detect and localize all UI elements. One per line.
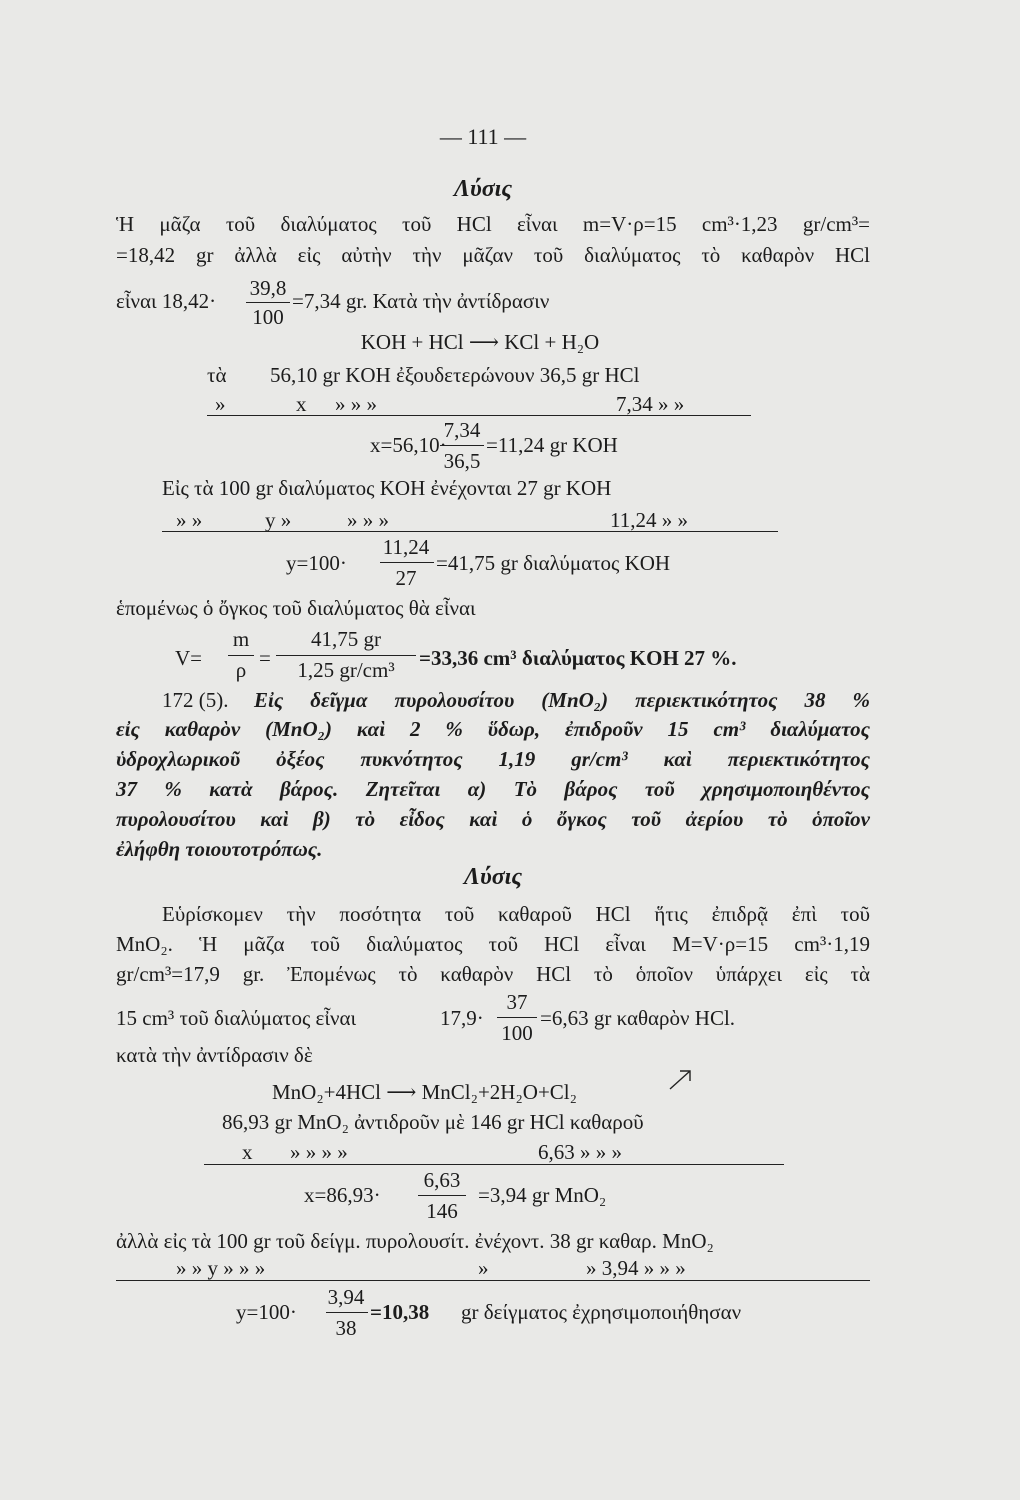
rule-line [162,531,778,532]
reaction-equation: MnO₂+4HCl ⟶ MnCl₂+2H₂O+Cl₂ [272,1080,577,1104]
problem-text-line: εἰς καθαρὸν (MnO₂) καὶ 2 % ὕδωρ, ἐπιδροῦν 15 cm³ διαλύματος [116,717,870,741]
problem-text-line: πυρολουσίτου καὶ β) τὸ εἶδος καὶ ὁ ὄγκος τοῦ ἀερίου τὸ ὁποῖον [116,807,870,831]
stoichiometry-row: » 3,94 » » » [586,1256,686,1280]
fraction-bar [497,1017,537,1018]
problem-text-line: ἐλήφθη τοιουτοτρόπως. [116,837,323,861]
fraction-denominator: 38 [335,1316,357,1340]
equation: V= [175,646,203,670]
paragraph-line: Εὑρίσκομεν τὴν ποσότητα τοῦ καθαροῦ HCl ἥτις ἐπιδρᾷ ἐπὶ τοῦ [162,902,870,926]
paragraph-line: ἑπομένως ὁ ὄγκος τοῦ διαλύματος θὰ εἶναι [116,596,476,620]
problem-number: 172 (5). [162,688,229,712]
fraction-numerator: 6,63 [423,1168,461,1192]
paragraph-line: 15 cm³ τοῦ διαλύματος εἶναι [116,1006,357,1030]
paragraph-line: gr/cm³=17,9 gr. Ἐπομένως τὸ καθαρὸν HCl τὸ ὁποῖον ὑπάρχει εἰς τὰ [116,962,870,986]
paragraph-line: MnO₂. Ἡ μᾶζα τοῦ διαλύματος τοῦ HCl εἶναι M=V·ρ=15 cm³·1,19 [116,932,870,956]
fraction-bar [246,302,290,303]
fraction-numerator: 7,34 [443,418,481,442]
equation: gr δείγματος ἐχρησιμοποιήθησαν [461,1300,742,1324]
fraction-numerator: 39,8 [249,276,287,300]
equation: = [259,646,271,670]
fraction-denominator: 27 [395,566,417,590]
fraction-numerator: 11,24 [382,535,430,559]
fraction-denominator: 36,5 [443,449,481,473]
equation: =41,75 gr διαλύματος KOH [436,551,671,575]
final-result: =33,36 cm³ διαλύματος KOH 27 %. [419,646,737,670]
equation: x=56,10· [370,433,447,457]
stoichiometry-row: 7,34 » » [616,392,685,416]
stoichiometry-row: 86,93 gr MnO₂ ἀντιδροῦν μὲ 146 gr HCl καθαροῦ [222,1110,644,1134]
fraction-bar [380,562,434,563]
stoichiometry-row: 11,24 » » [610,508,688,532]
fraction-bar [418,1195,466,1196]
stoichiometry-row: x [242,1140,253,1164]
stoichiometry-row: » » » [347,508,389,532]
paragraph-line: εἶναι 18,42· [116,289,217,313]
paragraph-line: 17,9· [440,1006,484,1030]
fraction-numerator: m [232,627,250,651]
rule-line [207,415,751,416]
equation: y=100· [286,551,347,575]
fraction-numerator: 37 [506,990,528,1014]
problem-text-line: Εἰς δεῖγμα πυρολουσίτου (MnO₂) περιεκτικότητος 38 % [254,688,870,712]
paragraph-line: Ἡ μᾶζα τοῦ διαλύματος τοῦ HCl εἶναι m=V·ρ=15 cm³·1,23 gr/cm³= [116,212,870,236]
stoichiometry-row: » » y » » » [176,1256,266,1280]
fraction-denominator: 100 [252,305,284,329]
fraction-bar [276,655,416,656]
paragraph-line: κατὰ τὴν ἀντίδρασιν δὲ [116,1043,313,1067]
stoichiometry-row: » » » [335,392,377,416]
stoichiometry-row: 56,10 gr KOH ἐξουδετερώνουν 36,5 gr HCl [270,363,640,387]
stoichiometry-row: » [215,392,226,416]
paragraph-line: =7,34 gr. Κατὰ τὴν ἀντίδρασιν [292,289,550,313]
final-result: =10,38 [370,1300,430,1324]
solution-heading-2: Λύσις [463,864,523,890]
fraction-bar [326,1312,368,1313]
stoichiometry-row: 6,63 » » » [538,1140,622,1164]
page-number: — 111 — [439,124,527,149]
problem-text-line: 37 % κατὰ βάρος. Ζητεῖται α) Τὸ βάρος τοῦ χρησιμοποιηθέντος [116,777,870,801]
gas-evolution-arrow-icon [668,1067,694,1091]
solution-heading-1: Λύσις [453,176,513,202]
reaction-equation: KOH + HCl ⟶ KCl + H₂O [360,330,600,354]
stoichiometry-row: x [296,392,307,416]
rule-line [204,1164,784,1165]
fraction-numerator: 3,94 [327,1285,365,1309]
paragraph-line: =6,63 gr καθαρὸν HCl. [540,1006,736,1030]
equation: =11,24 gr KOH [486,433,618,457]
rule-line [116,1280,870,1281]
fraction-denominator: 100 [501,1021,533,1045]
fraction-denominator: 146 [426,1199,458,1223]
stoichiometry-row: » [478,1256,489,1280]
paragraph-line: =18,42 gr ἀλλὰ εἰς αὐτὴν τὴν μᾶζαν τοῦ διαλύματος τὸ καθαρὸν HCl [116,243,870,267]
fraction-denominator: 1,25 gr/cm³ [297,658,395,682]
problem-text-line: ὑδροχλωρικοῦ ὀξέος πυκνότητος 1,19 gr/cm³ καὶ περιεκτικότητος [116,747,870,771]
fraction-numerator: 41,75 gr [311,627,381,651]
stoichiometry-row: ἀλλὰ εἰς τὰ 100 gr τοῦ δείγμ. πυρολουσίτ. ἐνέχοντ. 38 gr καθαρ. MnO₂ [116,1229,714,1253]
stoichiometry-row: » » » » [290,1140,348,1164]
stoichiometry-row: τὰ [207,363,227,387]
equation: y=100· [236,1300,297,1324]
stoichiometry-row: Εἰς τὰ 100 gr διαλύματος KOH ἐνέχονται 27 gr KOH [162,476,612,500]
fraction-bar [228,655,254,656]
equation: x=86,93· [304,1183,381,1207]
fraction-denominator: ρ [235,658,247,682]
fraction-bar [440,445,484,446]
stoichiometry-row: y » [265,508,292,532]
equation: =3,94 gr MnO₂ [478,1183,607,1207]
stoichiometry-row: » » [176,508,203,532]
